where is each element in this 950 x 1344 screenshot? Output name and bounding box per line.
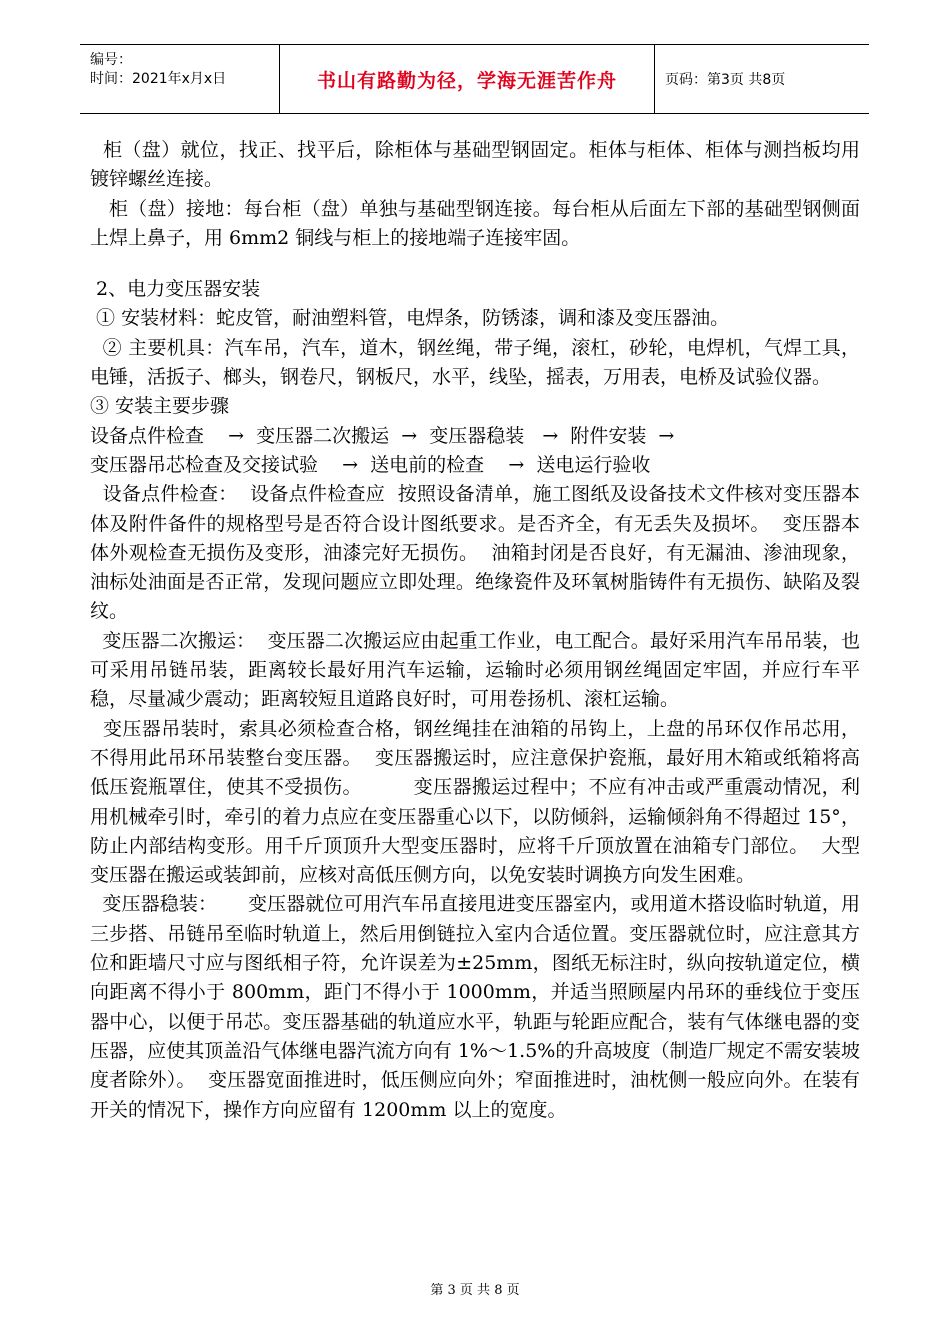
date-label: 时间：2021年x月x日 [90, 71, 227, 87]
list-item-materials: ① 安装材料：蛇皮管，耐油塑料管，电焊条，防锈漆，调和漆及变压器油。 [90, 307, 730, 330]
paragraph-transport: 变压器二次搬运： 变压器二次搬运应由起重工作业，电工配合。最好采用汽车吊吊装，也可采用吊链吊装，距离较长最好用汽车运输，运输时必须用钢丝绳固定牢固，并应行车平稳，尽量减少震动；距离较短且道路良好时，可用卷扬机、滚杠运输。 [90, 629, 860, 711]
paragraph-cabinet-grounding: 柜（盘）接地：每台柜（盘）单独与基础型钢连接。每台柜从后面左下部的基础型钢侧面上焊上鼻子，用 6mm2 铜线与柜上的接地端子连接牢固。 [90, 197, 860, 249]
serial-label: 编号： [90, 52, 132, 68]
paragraph-hoisting: 变压器吊装时，索具必须检查合格，钢丝绳挂在油箱的吊钩上，上盘的吊环仅作吊芯用，不得用此吊环吊装整台变压器。 变压器搬运时，应注意保护瓷瓶，最好用木箱或纸箱将高低压瓷瓶罩住，使其不受损伤。 变压器搬运过程中；不应有冲击或严重震动情况，利用机械牵引时，牵引的着力点应在变压器重心以下，以防倾斜，运输倾斜角不得超过 15°，防止内部结构变形。用千斤顶顶升大型变压器时，应将千斤顶放置在油箱专门部位。 大型变压器在搬运或装卸前，应核对高低压侧方向，以免安装时调换方向发生困难。 [90, 717, 860, 887]
flow-line-2: 变压器吊芯检查及交接试验 → 送电前的检查 → 送电运行验收 [90, 453, 651, 476]
header-meta [80, 45, 280, 113]
page-footer: 第 3 页 共 8 页 [430, 1283, 520, 1298]
list-item-tools: ② 主要机具：汽车吊，汽车，道木，钢丝绳，带子绳，滚杠，砂轮，电焊机，气焊工具，电锤，活扳子、榔头，钢卷尺，钢板尺，水平，线坠，摇表，万用表，电桥及试验仪器。 [90, 336, 860, 389]
flow-line-1: 设备点件检查 → 变压器二次搬运 → 变压器稳装 → 附件安装 → [90, 424, 675, 447]
header-motto: 书山有路勤为径，学海无涯苦作舟 [280, 45, 655, 113]
paragraph-installation: 变压器稳装： 变压器就位可用汽车吊直接甩进变压器室内，或用道木搭设临时轨道，用三步搭、吊链吊至临时轨道上，然后用倒链拉入室内合适位置。变压器就位时，应注意其方位和距墙尺寸应与图纸相子符，允许误差为±25mm，图纸无标注时，纵向按轨道定位，横向距离不得小于 800mm，距门不得小于 1000mm，并适当照顾屋内吊环的垂线位于变压器中心，以便于吊芯。变压器基础的轨道应水平，轨距与轮距应配合，装有气体继电器的变压器，应使其顶盖沿气体继电器汽流方向有 1%～1.5%的升高坡度（制造厂规定不需安装坡度者除外）。 变压器宽面推进时，低压侧应向外；窄面推进时，油枕侧一般应向外。在装有开关的情况下，操作方向应留有 1200mm 以上的宽度。 [90, 893, 860, 1121]
document-body [90, 136, 860, 1125]
list-item-steps: ③ 安装主要步骤 [90, 395, 230, 418]
paragraph-inspection: 设备点件检查： 设备点件检查应 按照设备清单，施工图纸及设备技术文件核对变压器本体及附件备件的规格型号是否符合设计图纸要求。是否齐全，有无丢失及损坏。 变压器本体外观检查无损伤及变形，油漆完好无损伤。 油箱封闭是否良好，有无漏油、渗油现象，油标处油面是否正常，发现问题应立即处理。绝缘瓷件及环氧树脂铸件有无损伤、缺陷及裂纹。 [90, 483, 860, 623]
section-title: 2、电力变压器安装 [90, 278, 261, 301]
paragraph-cabinet-positioning: 柜（盘）就位，找正、找平后，除柜体与基础型钢固定。柜体与柜体、柜体与测挡板均用镀锌螺丝连接。 [90, 139, 860, 191]
page-header [80, 44, 869, 114]
header-page-number: 页码：第3页 共8页 [665, 72, 786, 88]
